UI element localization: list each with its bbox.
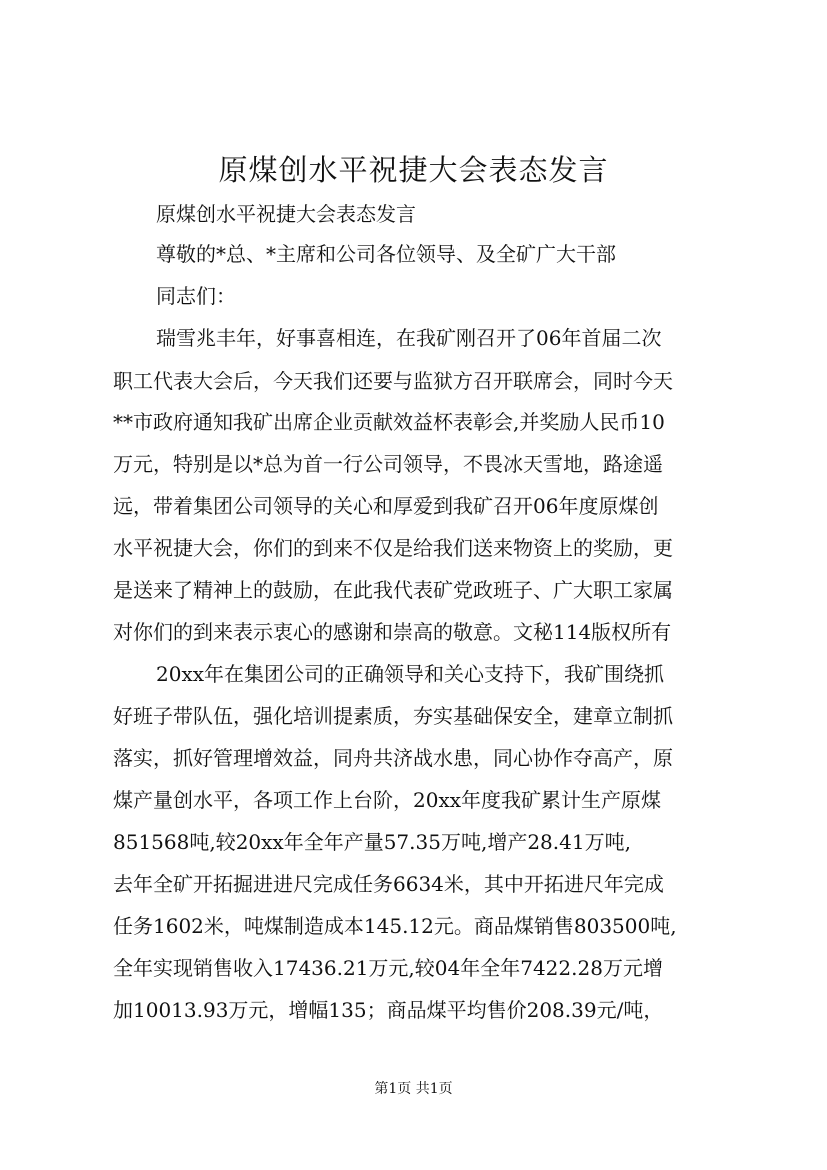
paragraph-line: 对你们的到来表示衷心的感谢和崇高的敬意。文秘114版权所有 [113,620,672,644]
paragraph-line: 落实，抓好管理增效益，同舟共济战水患，同心协作夺高产，原 [113,746,673,770]
paragraph-line: 原煤创水平祝捷大会表态发言 [156,202,416,226]
paragraph-line: 加10013.93万元，增幅135；商品煤平均售价208.39元/吨， [113,998,664,1022]
paragraph-line: 职工代表大会后，今天我们还要与监狱方召开联席会，同时今天 [113,369,673,393]
paragraph-line: 同志们： [156,284,236,308]
paragraph-line: 煤产量创水平，各项工作上台阶，20xx年度我矿累计生产原煤 [113,788,662,812]
paragraph-line: 851568吨,较20xx年全年产量57.35万吨,增产28.41万吨, [113,830,631,854]
paragraph-line: 瑞雪兆丰年，好事喜相连，在我矿刚召开了06年首届二次 [156,326,662,350]
page-footer: 第1页 共1页 [374,1081,453,1097]
paragraph-line: 远，带着集团公司领导的关心和厚爱到我矿召开06年度原煤创 [113,494,659,518]
paragraph-line: 是送来了精神上的鼓励，在此我代表矿党政班子、广大职工家属 [113,578,673,602]
paragraph-line: 任务1602米，吨煤制造成本145.12元。商品煤销售803500吨, [113,914,677,938]
paragraph-line: 水平祝捷大会，你们的到来不仅是给我们送来物资上的奖励，更 [113,536,673,560]
paragraph-line: 万元，特别是以*总为首一行公司领导，不畏冰天雪地，路途遥 [113,452,663,476]
document-title: 原煤创水平祝捷大会表态发言 [218,153,609,187]
paragraph-line: 尊敬的*总、*主席和公司各位领导、及全矿广大干部 [156,242,616,266]
paragraph-line: 全年实现销售收入17436.21万元,较04年全年7422.28万元增 [113,956,663,980]
paragraph-line: **市政府通知我矿出席企业贡献效益杯表彰会,并奖励人民币10 [113,410,665,434]
paragraph-line: 去年全矿开拓掘进进尺完成任务6634米，其中开拓进尺年完成 [113,872,664,896]
paragraph-line: 好班子带队伍，强化培训提素质，夯实基础保安全，建章立制抓 [113,704,673,728]
paragraph-line: 20xx年在集团公司的正确领导和关心支持下，我矿围绕抓 [156,662,665,686]
